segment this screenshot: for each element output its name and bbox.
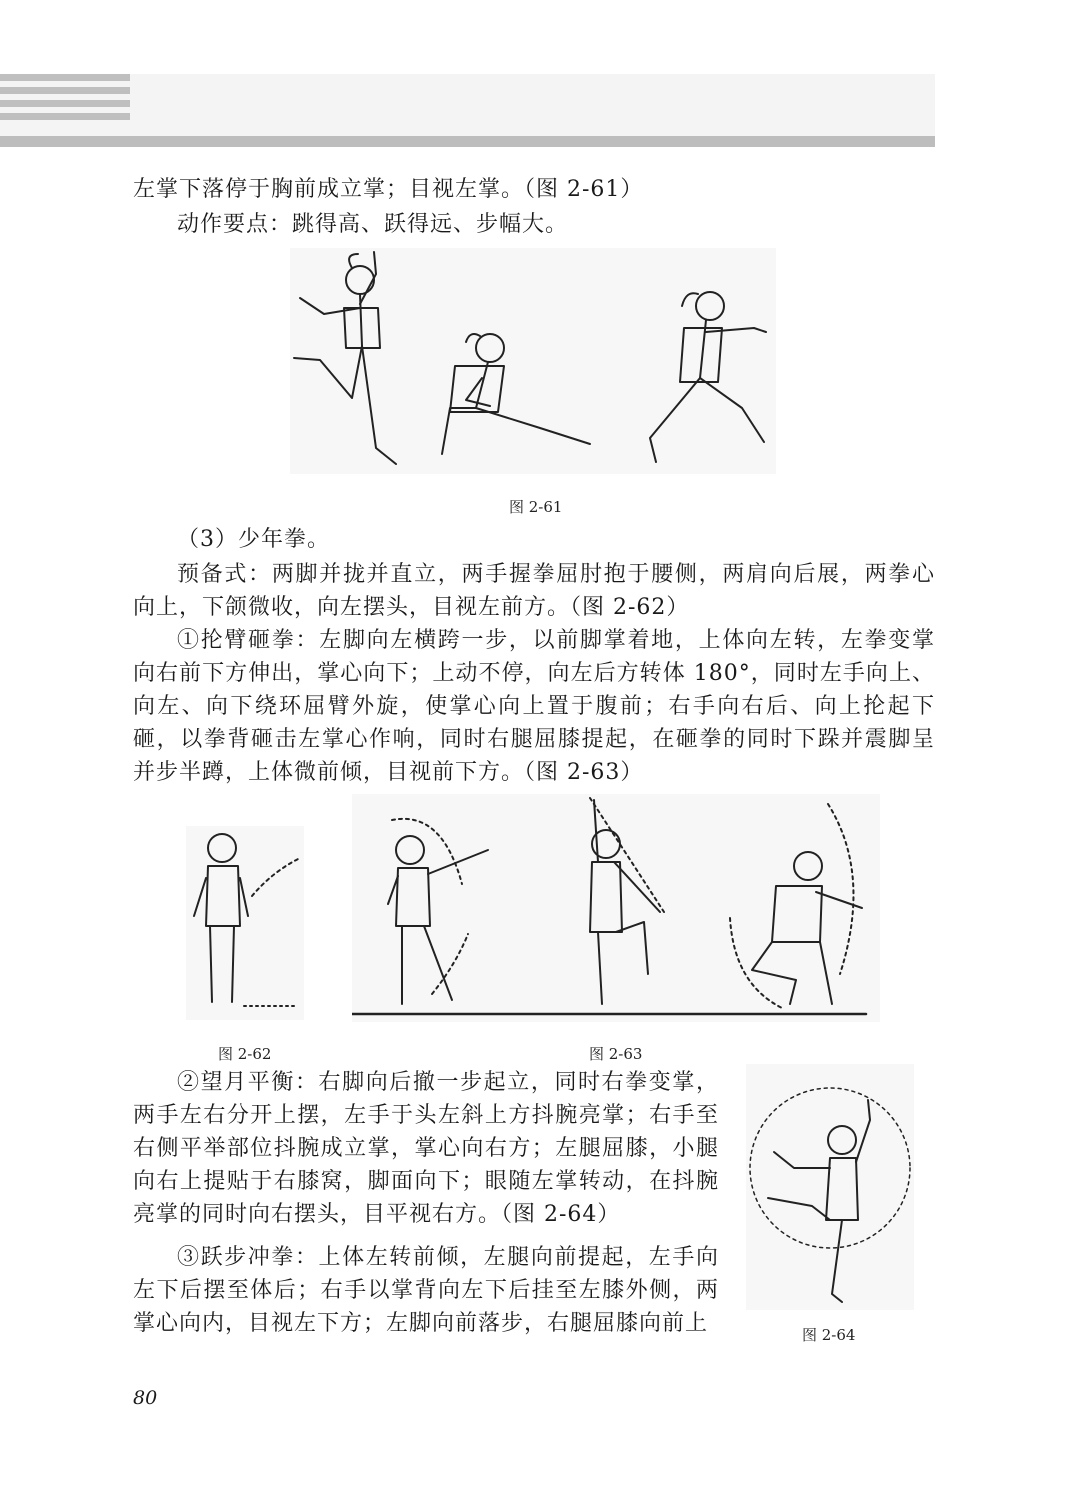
figure-2-62: [186, 826, 304, 1020]
paragraph-action-points: 动作要点：跳得高、跃得远、步幅大。: [177, 212, 569, 237]
section-heading-shaonianquan: （3）少年拳。: [177, 527, 330, 552]
fig61-person-3: [650, 292, 766, 462]
figure-2-64: [746, 1064, 914, 1310]
figure-2-63: [352, 794, 880, 1022]
fig61-person-1: [294, 252, 396, 464]
page-number: 80: [133, 1387, 158, 1409]
header-rule: [0, 136, 935, 147]
figure-2-62-caption: 图 2-62: [218, 1045, 272, 1063]
figure-2-64-caption: 图 2-64: [802, 1326, 856, 1344]
figure-2-61-caption: 图 2-61: [509, 498, 563, 516]
header-stripes: [0, 74, 130, 126]
paragraph-preparation: 预备式：两脚并拢并直立，两手握拳屈肘抱于腰侧，两肩向后展，两拳心向上，下颌微收，向左摆头，目视左前方。（图 2-62）: [133, 562, 935, 620]
figure-2-61: [290, 248, 776, 474]
figure-2-63-caption: 图 2-63: [589, 1045, 643, 1063]
paragraph-1: 左掌下落停于胸前成立掌；目视左掌。（图 2-61）: [133, 177, 644, 202]
fig61-person-2: [442, 334, 590, 454]
header-band: [0, 74, 935, 136]
paragraph-lunbi-zaquan: ①抡臂砸拳：左脚向左横跨一步，以前脚掌着地，上体向左转，左拳变掌向右前下方伸出，掌心向下；上动不停，向左后方转体 180°，同时左手向上、向左、向下绕环屈臂外旋，使掌心向上置于腹前；右手向右后、向上抡起下砸，以拳背砸击左掌心作响，同时右腿屈膝提起，在砸拳的同时下跺并震脚呈并步半蹲，上体微前倾，目视前下方。（图 2-63）: [133, 628, 935, 785]
paragraph-wangyue-pingheng: ②望月平衡：右脚向后撤一步起立，同时右拳变掌，两手左右分开上摆，左手于头左斜上方抖腕亮掌；右手至右侧平举部位抖腕成立掌，掌心向右方；左腿屈膝，小腿向右上提贴于右膝窝，脚面向下；眼随左掌转动，在抖腕亮掌的同时向右摆头，目平视右方。（图 2-64）: [133, 1070, 719, 1227]
paragraph-yuebu-chongquan: ③跃步冲拳：上体左转前倾，左腿向前提起，左手向左下后摆至体后；右手以掌背向左下后挂至左膝外侧，两掌心向内，目视左下方；左脚向前落步，右腿屈膝向前上: [133, 1245, 719, 1336]
